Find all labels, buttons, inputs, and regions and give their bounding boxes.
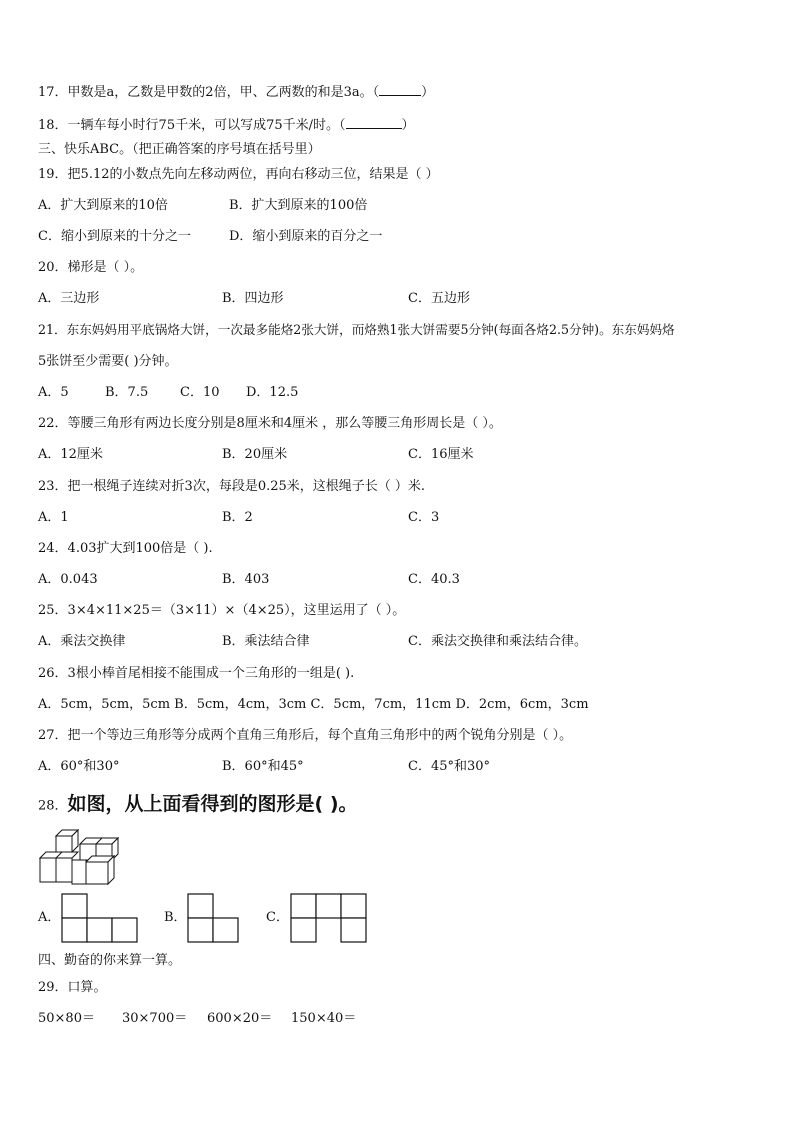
q19-option-a[interactable]: A．扩大到原来的10倍 bbox=[38, 198, 168, 213]
q24-option-c[interactable]: C．40.3 bbox=[408, 572, 460, 587]
q25-option-b[interactable]: B．乘法结合律 bbox=[222, 634, 310, 649]
question-20: 20．梯形是（ ）。 bbox=[38, 260, 144, 275]
q23-option-b[interactable]: B．2 bbox=[222, 510, 253, 525]
cube-stack-figure bbox=[36, 826, 126, 888]
q29-item-4: 150×40＝ bbox=[291, 1011, 357, 1026]
question-29: 29．口算。 bbox=[38, 980, 107, 995]
q17-text: 17．甲数是a，乙数是甲数的2倍，甲、乙两数的和是3a。（ bbox=[38, 85, 380, 100]
q28-text: 如图，从上面看得到的图形是( )。 bbox=[67, 793, 358, 815]
section-4-heading: 四、勤奋的你来算一算。 bbox=[38, 953, 182, 968]
question-23: 23．把一根绳子连续对折3次，每段是0.25米，这根绳子长（ ）米. bbox=[38, 479, 426, 494]
q21-option-d[interactable]: D．12.5 bbox=[246, 385, 299, 400]
q21-option-b[interactable]: B．7.5 bbox=[105, 385, 149, 400]
q28-option-a-grid[interactable] bbox=[61, 893, 139, 943]
q18-text: 18．一辆车每小时行75千米，可以写成75千米/时。（ bbox=[38, 118, 346, 133]
question-25: 25．3×4×11×25＝（3×11）×（4×25），这里运用了（ ）。 bbox=[38, 603, 406, 618]
question-17 bbox=[38, 83, 434, 101]
question-19: 19．把5.12的小数点先向左移动两位，再向右移动三位，结果是（ ） bbox=[38, 167, 439, 182]
question-18 bbox=[38, 116, 415, 134]
q26-options[interactable]: A．5cm，5cm，5cm B．5cm，4cm，3cm C．5cm，7cm，11cm D．2cm，6cm，3cm bbox=[38, 697, 589, 712]
q28-option-b-label[interactable]: B． bbox=[164, 910, 187, 925]
q23-option-c[interactable]: C．3 bbox=[408, 510, 440, 525]
q28-option-c-grid[interactable] bbox=[290, 893, 368, 943]
q20-option-c[interactable]: C．五边形 bbox=[408, 291, 470, 306]
q22-option-b[interactable]: B．20厘米 bbox=[222, 447, 288, 462]
q28-option-c-label[interactable]: C． bbox=[266, 910, 289, 925]
q25-option-c[interactable]: C．乘法交换律和乘法结合律。 bbox=[408, 634, 587, 649]
q17-text-end: ） bbox=[421, 85, 435, 100]
question-21-line-1: 21．东东妈妈用平底锅烙大饼，一次最多能烙2张大饼，而烙熟1张大饼需要5分钟(每面各烙2.5分钟)。东东妈妈烙 bbox=[38, 322, 675, 337]
q19-option-d[interactable]: D．缩小到原来的百分之一 bbox=[229, 229, 383, 244]
q24-option-b[interactable]: B．403 bbox=[222, 572, 270, 587]
q19-option-c[interactable]: C．缩小到原来的十分之一 bbox=[38, 229, 191, 244]
q28-option-a-label[interactable]: A． bbox=[38, 910, 61, 925]
q17-answer-blank[interactable] bbox=[379, 83, 421, 96]
q29-item-1: 50×80＝ bbox=[38, 1011, 95, 1026]
q24-option-a[interactable]: A．0.043 bbox=[38, 572, 98, 587]
q20-option-a[interactable]: A．三边形 bbox=[38, 291, 100, 306]
q28-option-b-grid[interactable] bbox=[187, 893, 240, 943]
q27-option-c[interactable]: C．45°和30° bbox=[408, 759, 491, 774]
q20-option-b[interactable]: B．四边形 bbox=[222, 291, 284, 306]
q23-option-a[interactable]: A．1 bbox=[38, 510, 69, 525]
q22-option-a[interactable]: A．12厘米 bbox=[38, 447, 103, 462]
q28-number: 28． bbox=[38, 798, 68, 814]
q21-option-a[interactable]: A．5 bbox=[38, 385, 69, 400]
question-21-line-2: 5张饼至少需要( )分钟。 bbox=[38, 354, 178, 369]
question-24: 24．4.03扩大到100倍是（ ). bbox=[38, 541, 213, 556]
q19-option-b[interactable]: B．扩大到原来的100倍 bbox=[229, 198, 368, 213]
question-27: 27．把一个等边三角形等分成两个直角三角形后，每个直角三角形中的两个锐角分别是（ ）。 bbox=[38, 728, 573, 743]
q21-option-c[interactable]: C．10 bbox=[180, 385, 220, 400]
q27-option-b[interactable]: B．60°和45° bbox=[222, 759, 304, 774]
q25-option-a[interactable]: A．乘法交换律 bbox=[38, 634, 126, 649]
q22-option-c[interactable]: C．16厘米 bbox=[408, 447, 474, 462]
q29-item-2: 30×700＝ bbox=[122, 1011, 188, 1026]
section-3-heading: 三、快乐ABC。（把正确答案的序号填在括号里） bbox=[38, 142, 321, 157]
q18-text-end: ） bbox=[401, 118, 415, 133]
q29-item-3: 600×20＝ bbox=[207, 1011, 273, 1026]
question-26: 26．3根小棒首尾相接不能围成一个三角形的一组是( ). bbox=[38, 666, 355, 681]
question-22: 22．等腰三角形有两边长度分别是8厘米和4厘米 ，那么等腰三角形周长是（ ）。 bbox=[38, 416, 502, 431]
q18-answer-blank[interactable] bbox=[346, 116, 402, 129]
q27-option-a[interactable]: A．60°和30° bbox=[38, 759, 120, 774]
question-28 bbox=[38, 792, 358, 816]
